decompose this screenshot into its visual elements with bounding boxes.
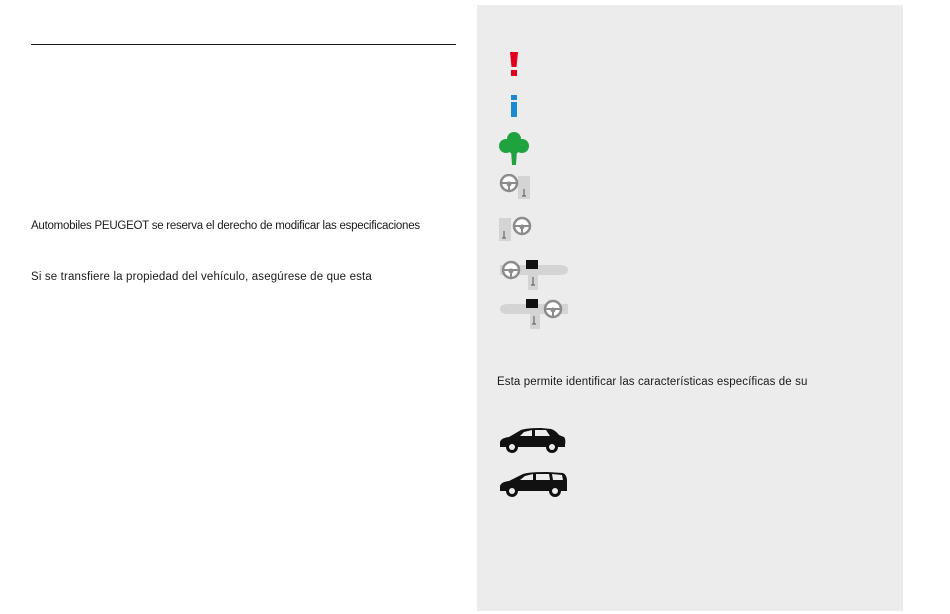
left-hand-drive-icon bbox=[498, 174, 534, 200]
suv-car-icon bbox=[497, 426, 567, 454]
specifications-notice: Automobiles PEUGEOT se reserva el derecho de modificar las especificaciones bbox=[31, 220, 420, 232]
vehicle-features-notice: Esta permite identificar las características específicas de su bbox=[497, 376, 808, 388]
header-rule bbox=[31, 44, 456, 45]
right-hand-drive-dashboard-icon bbox=[498, 296, 570, 330]
information-icon bbox=[507, 94, 521, 118]
estate-car-icon bbox=[497, 469, 569, 499]
warning-exclamation-icon bbox=[507, 51, 521, 77]
left-hand-drive-dashboard-icon bbox=[498, 257, 570, 291]
environment-tree-icon bbox=[498, 130, 530, 166]
right-hand-drive-icon bbox=[498, 216, 534, 242]
ownership-transfer-notice: Si se transfiere la propiedad del vehículo, asegúrese de que esta bbox=[31, 271, 372, 283]
